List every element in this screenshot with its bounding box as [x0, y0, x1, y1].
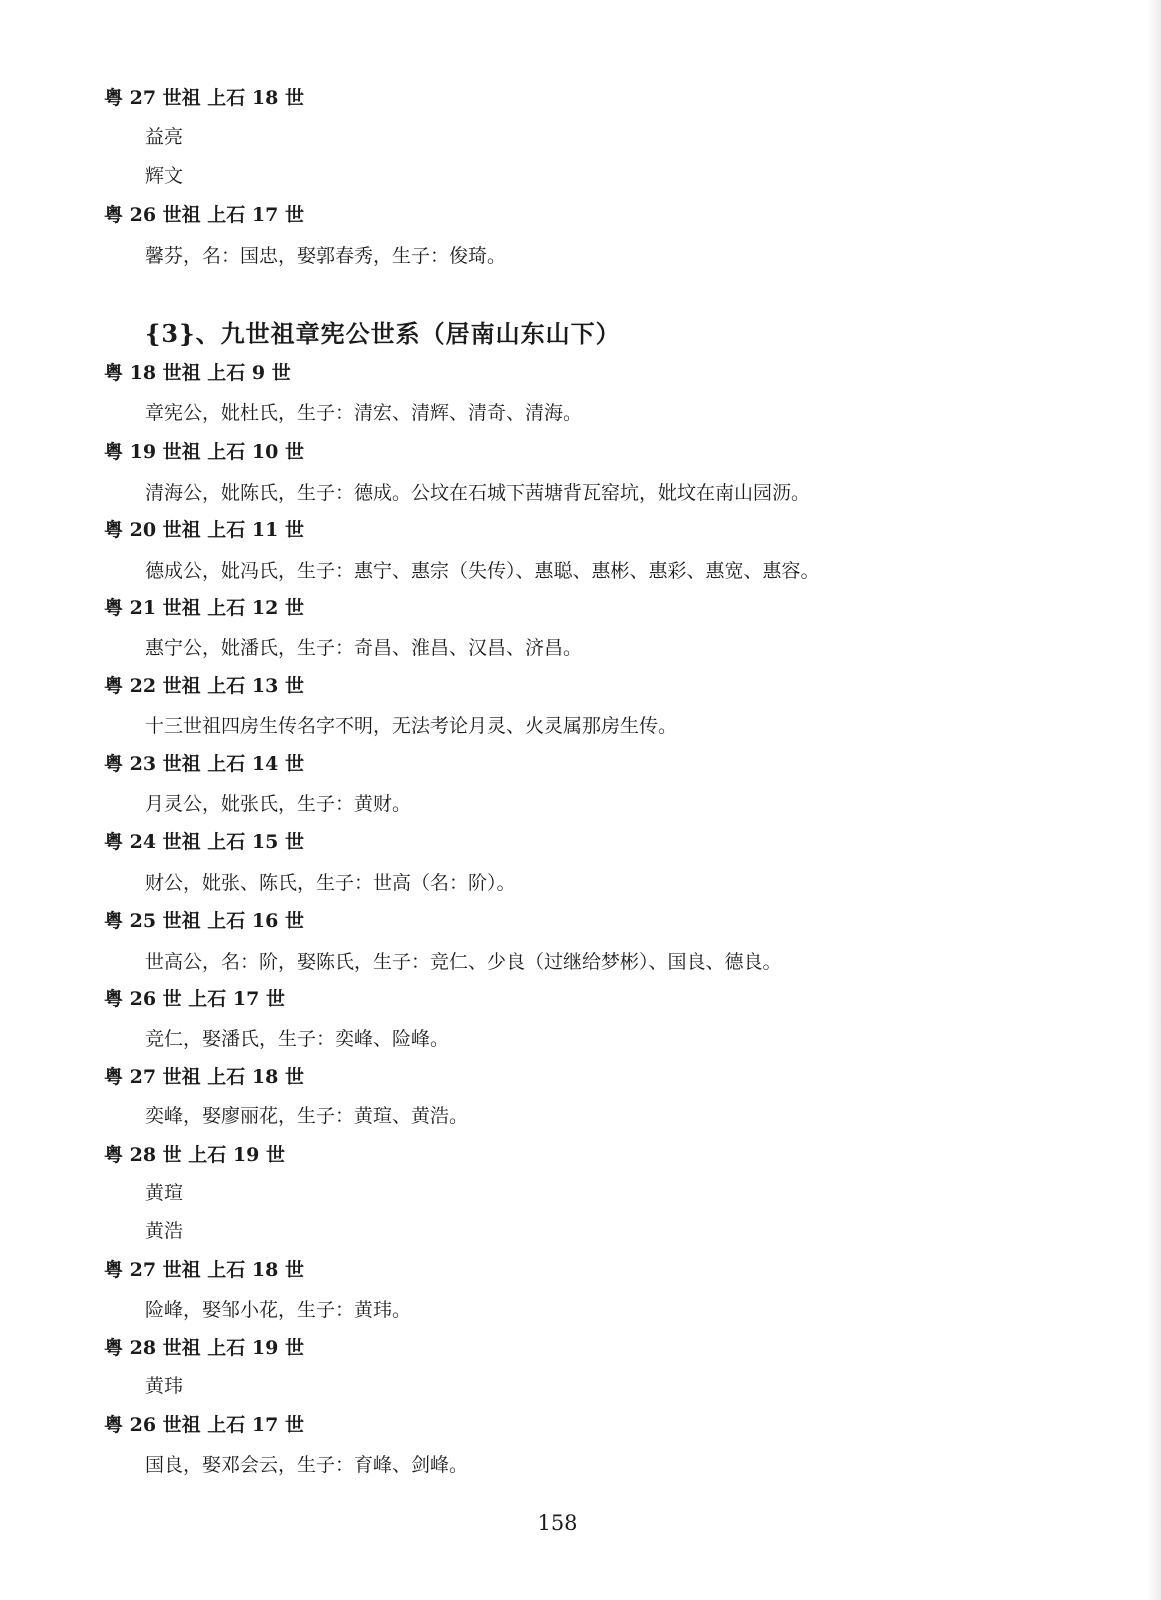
generation-label: 粤 27 世祖 上石 18 世	[104, 1259, 304, 1281]
genealogy-entry: 奕峰，娶廖丽花，生子：黄瑄、黄浩。	[145, 1105, 469, 1127]
generation-label: 粤 25 世祖 上石 16 世	[104, 910, 304, 932]
generation-label: 粤 19 世祖 上石 10 世	[104, 441, 304, 463]
generation-label: 粤 26 世 上石 17 世	[104, 988, 285, 1010]
generation-label: 粤 18 世祖 上石 9 世	[104, 362, 291, 384]
genealogy-entry: 国良，娶邓会云，生子：育峰、剑峰。	[145, 1454, 469, 1476]
genealogy-entry: 清海公，妣陈氏，生子：德成。公坟在石城下茜塘背瓦窑坑，妣坟在南山园沥。	[145, 482, 811, 504]
genealogy-entry: 险峰，娶邹小花，生子：黄玮。	[145, 1299, 412, 1321]
generation-label: 粤 28 世祖 上石 19 世	[104, 1337, 304, 1359]
genealogy-entry: 益亮	[145, 126, 184, 148]
genealogy-entry: 黄瑄	[145, 1182, 184, 1204]
genealogy-entry: 馨芬，名：国忠，娶郭春秀，生子：俊琦。	[145, 245, 507, 267]
generation-label: 粤 20 世祖 上石 11 世	[104, 519, 304, 541]
genealogy-entry: 黄浩	[145, 1220, 184, 1242]
genealogy-entry: 惠宁公，妣潘氏，生子：奇昌、淮昌、汉昌、济昌。	[145, 637, 583, 659]
genealogy-entry: 世高公，名：阶，娶陈氏，生子：竞仁、少良（过继给梦彬）、国良、德良。	[145, 951, 782, 973]
genealogy-entry: 财公，妣张、陈氏，生子：世高（名：阶）。	[145, 872, 516, 894]
generation-label: 粤 24 世祖 上石 15 世	[104, 831, 304, 853]
genealogy-entry: 辉文	[145, 165, 184, 187]
generation-label: 粤 26 世祖 上石 17 世	[104, 1414, 304, 1436]
generation-label: 粤 28 世 上石 19 世	[104, 1144, 285, 1166]
generation-label: 粤 26 世祖 上石 17 世	[104, 204, 304, 226]
page-number: 158	[537, 1511, 578, 1535]
genealogy-entry: 德成公，妣冯氏，生子：惠宁、惠宗（失传）、惠聪、惠彬、惠彩、惠宽、惠容。	[145, 560, 820, 582]
generation-label: 粤 27 世祖 上石 18 世	[104, 87, 304, 109]
genealogy-entry: 竞仁，娶潘氏，生子：奕峰、险峰。	[145, 1028, 450, 1050]
section-heading: {3}、九世祖章宪公世系（居南山东山下）	[145, 319, 621, 348]
genealogy-entry: 月灵公，妣张氏，生子：黄财。	[145, 793, 412, 815]
generation-label: 粤 23 世祖 上石 14 世	[104, 753, 304, 775]
genealogy-entry: 黄玮	[145, 1375, 184, 1397]
generation-label: 粤 27 世祖 上石 18 世	[104, 1066, 304, 1088]
page-edge-shadow	[1147, 0, 1161, 1600]
generation-label: 粤 22 世祖 上石 13 世	[104, 675, 304, 697]
generation-label: 粤 21 世祖 上石 12 世	[104, 597, 304, 619]
genealogy-entry: 章宪公，妣杜氏，生子：清宏、清辉、清奇、清海。	[145, 402, 583, 424]
genealogy-entry: 十三世祖四房生传名字不明，无法考论月灵、火灵属那房生传。	[145, 715, 678, 737]
